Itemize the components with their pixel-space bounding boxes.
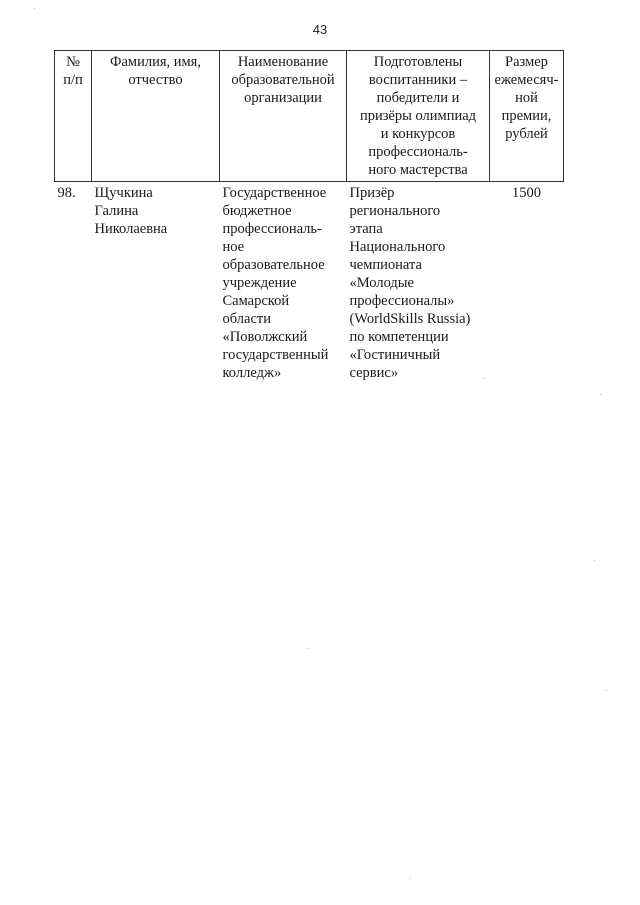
scan-speck — [600, 394, 601, 395]
row-achievement: Призёр регионального этапа Национального чемпионата «Молодые профессионалы» (WorldSkills Russia) по компетенции «Гостиничный сервис» — [349, 185, 471, 381]
scan-speck — [594, 560, 595, 561]
table-row — [55, 182, 564, 383]
row-prize-amount: 1500 — [512, 185, 541, 201]
scan-speck — [606, 690, 607, 691]
header-full-name: Фамилия, имя, отчество — [92, 51, 220, 182]
header-prize-amount: Размер ежемесяч- ной премии, рублей — [490, 51, 564, 182]
row-number: 98. — [57, 185, 76, 201]
scan-speck — [308, 648, 309, 649]
table-header-row — [55, 51, 564, 182]
header-achievement: Подготовлены воспитанники – победители и призёры олимпиад и конкурсов профессиональ- ного мастерства — [347, 51, 490, 182]
row-full-name: Щучкина Галина Николаевна — [94, 185, 168, 237]
header-number: № п/п — [55, 51, 92, 182]
scan-speck — [34, 8, 35, 9]
awards-table — [54, 50, 564, 382]
row-organization: Государственное бюджетное профессиональ- ное образовательное учреждение Самарской области «Поволжский государственный колледж» — [222, 185, 329, 381]
scan-speck — [410, 878, 411, 879]
header-organization: Наименование образовательной организации — [220, 51, 347, 182]
page-number: 43 — [312, 22, 328, 37]
scan-speck — [484, 378, 485, 379]
